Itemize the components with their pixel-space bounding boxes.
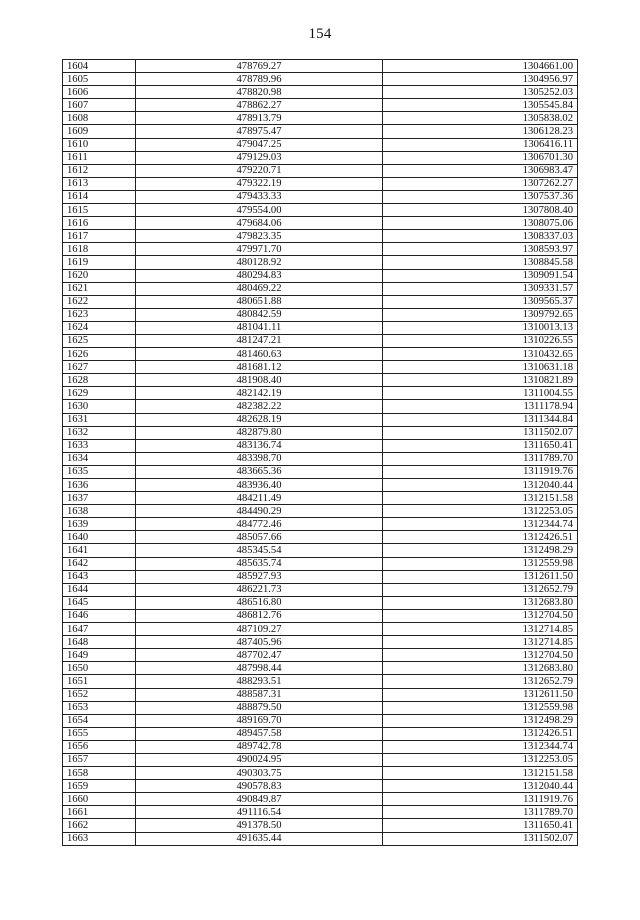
x-coordinate-cell: 479047.25	[136, 138, 383, 151]
y-coordinate-cell: 1312704.50	[383, 649, 578, 662]
y-coordinate-cell: 1312426.51	[383, 727, 578, 740]
table-row	[63, 217, 578, 230]
x-coordinate-cell: 483665.36	[136, 465, 383, 478]
x-coordinate-cell: 479823.35	[136, 230, 383, 243]
table-row	[63, 452, 578, 465]
x-coordinate-cell: 479322.19	[136, 177, 383, 190]
point-number-cell: 1650	[63, 662, 136, 675]
y-coordinate-cell: 1312040.44	[383, 479, 578, 492]
y-coordinate-cell: 1310821.89	[383, 374, 578, 387]
table-row	[63, 230, 578, 243]
table-row	[63, 243, 578, 256]
table-row	[63, 348, 578, 361]
x-coordinate-cell: 483136.74	[136, 439, 383, 452]
point-number-cell: 1660	[63, 793, 136, 806]
point-number-cell: 1625	[63, 334, 136, 347]
table-row	[63, 636, 578, 649]
x-coordinate-cell: 488879.50	[136, 701, 383, 714]
point-number-cell: 1613	[63, 177, 136, 190]
table-row	[63, 819, 578, 832]
y-coordinate-cell: 1309331.57	[383, 282, 578, 295]
table-row	[63, 374, 578, 387]
x-coordinate-cell: 479433.33	[136, 190, 383, 203]
point-number-cell: 1661	[63, 806, 136, 819]
point-number-cell: 1608	[63, 112, 136, 125]
x-coordinate-cell: 484490.29	[136, 505, 383, 518]
point-number-cell: 1614	[63, 190, 136, 203]
y-coordinate-cell: 1311650.41	[383, 819, 578, 832]
x-coordinate-cell: 481681.12	[136, 361, 383, 374]
point-number-cell: 1615	[63, 204, 136, 217]
table-row	[63, 649, 578, 662]
y-coordinate-cell: 1308337.03	[383, 230, 578, 243]
point-number-cell: 1620	[63, 269, 136, 282]
point-number-cell: 1605	[63, 73, 136, 86]
table-row	[63, 688, 578, 701]
point-number-cell: 1604	[63, 60, 136, 73]
y-coordinate-cell: 1309792.65	[383, 308, 578, 321]
y-coordinate-cell: 1311178.94	[383, 400, 578, 413]
x-coordinate-cell: 482879.80	[136, 426, 383, 439]
table-row	[63, 439, 578, 452]
y-coordinate-cell: 1311004.55	[383, 387, 578, 400]
point-number-cell: 1628	[63, 374, 136, 387]
y-coordinate-cell: 1306983.47	[383, 164, 578, 177]
table-row	[63, 204, 578, 217]
table-row	[63, 426, 578, 439]
x-coordinate-cell: 491116.54	[136, 806, 383, 819]
x-coordinate-cell: 485635.74	[136, 557, 383, 570]
y-coordinate-cell: 1312498.29	[383, 714, 578, 727]
y-coordinate-cell: 1309565.37	[383, 295, 578, 308]
y-coordinate-cell: 1312040.44	[383, 780, 578, 793]
x-coordinate-cell: 479220.71	[136, 164, 383, 177]
x-coordinate-cell: 478820.98	[136, 86, 383, 99]
point-number-cell: 1612	[63, 164, 136, 177]
x-coordinate-cell: 491378.50	[136, 819, 383, 832]
y-coordinate-cell: 1308593.97	[383, 243, 578, 256]
y-coordinate-cell: 1311789.70	[383, 806, 578, 819]
table-row	[63, 623, 578, 636]
table-row	[63, 465, 578, 478]
x-coordinate-cell: 487109.27	[136, 623, 383, 636]
point-number-cell: 1645	[63, 596, 136, 609]
x-coordinate-cell: 480469.22	[136, 282, 383, 295]
point-number-cell: 1631	[63, 413, 136, 426]
point-number-cell: 1610	[63, 138, 136, 151]
point-number-cell: 1609	[63, 125, 136, 138]
x-coordinate-cell: 487998.44	[136, 662, 383, 675]
y-coordinate-cell: 1310226.55	[383, 334, 578, 347]
point-number-cell: 1616	[63, 217, 136, 230]
y-coordinate-cell: 1310432.65	[383, 348, 578, 361]
x-coordinate-cell: 481041.11	[136, 321, 383, 334]
y-coordinate-cell: 1312714.85	[383, 623, 578, 636]
table-row	[63, 531, 578, 544]
y-coordinate-cell: 1312151.58	[383, 492, 578, 505]
point-number-cell: 1618	[63, 243, 136, 256]
y-coordinate-cell: 1307537.36	[383, 190, 578, 203]
point-number-cell: 1663	[63, 832, 136, 845]
table-row	[63, 60, 578, 73]
point-number-cell: 1637	[63, 492, 136, 505]
y-coordinate-cell: 1306128.23	[383, 125, 578, 138]
y-coordinate-cell: 1305838.02	[383, 112, 578, 125]
x-coordinate-cell: 490303.75	[136, 767, 383, 780]
point-number-cell: 1659	[63, 780, 136, 793]
x-coordinate-cell: 480651.88	[136, 295, 383, 308]
point-number-cell: 1629	[63, 387, 136, 400]
y-coordinate-cell: 1311650.41	[383, 439, 578, 452]
x-coordinate-cell: 486812.76	[136, 609, 383, 622]
y-coordinate-cell: 1312253.05	[383, 753, 578, 766]
x-coordinate-cell: 478913.79	[136, 112, 383, 125]
y-coordinate-cell: 1304956.97	[383, 73, 578, 86]
point-number-cell: 1656	[63, 740, 136, 753]
table-row	[63, 99, 578, 112]
y-coordinate-cell: 1312652.79	[383, 583, 578, 596]
table-row	[63, 675, 578, 688]
y-coordinate-cell: 1312683.80	[383, 596, 578, 609]
x-coordinate-cell: 490578.83	[136, 780, 383, 793]
table-row	[63, 727, 578, 740]
table-row	[63, 557, 578, 570]
x-coordinate-cell: 489742.78	[136, 740, 383, 753]
table-row	[63, 138, 578, 151]
x-coordinate-cell: 487702.47	[136, 649, 383, 662]
point-number-cell: 1624	[63, 321, 136, 334]
x-coordinate-cell: 483936.40	[136, 479, 383, 492]
x-coordinate-cell: 491635.44	[136, 832, 383, 845]
point-number-cell: 1636	[63, 479, 136, 492]
point-number-cell: 1647	[63, 623, 136, 636]
table-row	[63, 125, 578, 138]
point-number-cell: 1651	[63, 675, 136, 688]
point-number-cell: 1626	[63, 348, 136, 361]
table-row	[63, 780, 578, 793]
table-row	[63, 544, 578, 557]
y-coordinate-cell: 1312704.50	[383, 609, 578, 622]
y-coordinate-cell: 1304661.00	[383, 60, 578, 73]
y-coordinate-cell: 1312683.80	[383, 662, 578, 675]
point-number-cell: 1657	[63, 753, 136, 766]
table-row	[63, 832, 578, 845]
table-row	[63, 177, 578, 190]
x-coordinate-cell: 482142.19	[136, 387, 383, 400]
table-row	[63, 793, 578, 806]
table-row	[63, 570, 578, 583]
x-coordinate-cell: 490849.87	[136, 793, 383, 806]
x-coordinate-cell: 485345.54	[136, 544, 383, 557]
table-row	[63, 753, 578, 766]
y-coordinate-cell: 1311919.76	[383, 465, 578, 478]
table-row	[63, 295, 578, 308]
x-coordinate-cell: 489457.58	[136, 727, 383, 740]
x-coordinate-cell: 487405.96	[136, 636, 383, 649]
table-row	[63, 321, 578, 334]
x-coordinate-cell: 490024.95	[136, 753, 383, 766]
point-number-cell: 1611	[63, 151, 136, 164]
x-coordinate-cell: 479129.03	[136, 151, 383, 164]
y-coordinate-cell: 1305252.03	[383, 86, 578, 99]
x-coordinate-cell: 481247.21	[136, 334, 383, 347]
table-row	[63, 505, 578, 518]
table-row	[63, 190, 578, 203]
table-row	[63, 609, 578, 622]
point-number-cell: 1662	[63, 819, 136, 832]
y-coordinate-cell: 1309091.54	[383, 269, 578, 282]
page-number: 154	[308, 26, 332, 42]
table-row	[63, 308, 578, 321]
table-row	[63, 479, 578, 492]
point-number-cell: 1639	[63, 518, 136, 531]
y-coordinate-cell: 1312344.74	[383, 740, 578, 753]
y-coordinate-cell: 1307808.40	[383, 204, 578, 217]
y-coordinate-cell: 1312426.51	[383, 531, 578, 544]
x-coordinate-cell: 481460.63	[136, 348, 383, 361]
point-number-cell: 1655	[63, 727, 136, 740]
point-number-cell: 1627	[63, 361, 136, 374]
point-number-cell: 1642	[63, 557, 136, 570]
point-number-cell: 1621	[63, 282, 136, 295]
x-coordinate-cell: 479554.00	[136, 204, 383, 217]
x-coordinate-cell: 482382.22	[136, 400, 383, 413]
point-number-cell: 1635	[63, 465, 136, 478]
table-row	[63, 361, 578, 374]
x-coordinate-cell: 484211.49	[136, 492, 383, 505]
point-number-cell: 1653	[63, 701, 136, 714]
x-coordinate-cell: 482628.19	[136, 413, 383, 426]
point-number-cell: 1606	[63, 86, 136, 99]
table-row	[63, 714, 578, 727]
point-number-cell: 1648	[63, 636, 136, 649]
table-row	[63, 282, 578, 295]
y-coordinate-cell: 1308845.58	[383, 256, 578, 269]
point-number-cell: 1646	[63, 609, 136, 622]
y-coordinate-cell: 1312253.05	[383, 505, 578, 518]
table-row	[63, 164, 578, 177]
y-coordinate-cell: 1311344.84	[383, 413, 578, 426]
point-number-cell: 1643	[63, 570, 136, 583]
point-number-cell: 1623	[63, 308, 136, 321]
table-row	[63, 413, 578, 426]
x-coordinate-cell: 488587.31	[136, 688, 383, 701]
y-coordinate-cell: 1310013.13	[383, 321, 578, 334]
y-coordinate-cell: 1306701.30	[383, 151, 578, 164]
x-coordinate-cell: 488293.51	[136, 675, 383, 688]
y-coordinate-cell: 1312151.58	[383, 767, 578, 780]
table-row	[63, 387, 578, 400]
table-row	[63, 518, 578, 531]
x-coordinate-cell: 478975.47	[136, 125, 383, 138]
x-coordinate-cell: 478862.27	[136, 99, 383, 112]
point-number-cell: 1617	[63, 230, 136, 243]
point-number-cell: 1633	[63, 439, 136, 452]
point-number-cell: 1641	[63, 544, 136, 557]
x-coordinate-cell: 489169.70	[136, 714, 383, 727]
y-coordinate-cell: 1312652.79	[383, 675, 578, 688]
point-number-cell: 1630	[63, 400, 136, 413]
point-number-cell: 1658	[63, 767, 136, 780]
x-coordinate-cell: 485927.93	[136, 570, 383, 583]
x-coordinate-cell: 478789.96	[136, 73, 383, 86]
table-row	[63, 596, 578, 609]
y-coordinate-cell: 1307262.27	[383, 177, 578, 190]
y-coordinate-cell: 1312714.85	[383, 636, 578, 649]
point-number-cell: 1649	[63, 649, 136, 662]
y-coordinate-cell: 1310631.18	[383, 361, 578, 374]
point-number-cell: 1619	[63, 256, 136, 269]
table-row	[63, 86, 578, 99]
table-row	[63, 151, 578, 164]
y-coordinate-cell: 1312559.98	[383, 557, 578, 570]
table-row	[63, 269, 578, 282]
y-coordinate-cell: 1311502.07	[383, 426, 578, 439]
table-body	[63, 60, 578, 846]
point-number-cell: 1638	[63, 505, 136, 518]
table-row	[63, 740, 578, 753]
x-coordinate-cell: 479971.70	[136, 243, 383, 256]
y-coordinate-cell: 1305545.84	[383, 99, 578, 112]
table-row	[63, 73, 578, 86]
table-row	[63, 583, 578, 596]
point-number-cell: 1644	[63, 583, 136, 596]
table-row	[63, 256, 578, 269]
x-coordinate-cell: 485057.66	[136, 531, 383, 544]
x-coordinate-cell: 478769.27	[136, 60, 383, 73]
table-row	[63, 662, 578, 675]
coordinates-table	[62, 59, 578, 846]
x-coordinate-cell: 480294.83	[136, 269, 383, 282]
y-coordinate-cell: 1308075.06	[383, 217, 578, 230]
table-row	[63, 806, 578, 819]
x-coordinate-cell: 486221.73	[136, 583, 383, 596]
x-coordinate-cell: 479684.06	[136, 217, 383, 230]
x-coordinate-cell: 481908.40	[136, 374, 383, 387]
point-number-cell: 1634	[63, 452, 136, 465]
x-coordinate-cell: 480842.59	[136, 308, 383, 321]
y-coordinate-cell: 1312344.74	[383, 518, 578, 531]
point-number-cell: 1640	[63, 531, 136, 544]
table-row	[63, 767, 578, 780]
y-coordinate-cell: 1312559.98	[383, 701, 578, 714]
point-number-cell: 1607	[63, 99, 136, 112]
table-row	[63, 492, 578, 505]
x-coordinate-cell: 486516.80	[136, 596, 383, 609]
x-coordinate-cell: 483398.70	[136, 452, 383, 465]
y-coordinate-cell: 1312611.50	[383, 688, 578, 701]
point-number-cell: 1622	[63, 295, 136, 308]
x-coordinate-cell: 484772.46	[136, 518, 383, 531]
table-row	[63, 334, 578, 347]
y-coordinate-cell: 1311502.07	[383, 832, 578, 845]
table-row	[63, 400, 578, 413]
x-coordinate-cell: 480128.92	[136, 256, 383, 269]
y-coordinate-cell: 1311919.76	[383, 793, 578, 806]
table-row	[63, 112, 578, 125]
point-number-cell: 1654	[63, 714, 136, 727]
y-coordinate-cell: 1306416.11	[383, 138, 578, 151]
y-coordinate-cell: 1312498.29	[383, 544, 578, 557]
point-number-cell: 1652	[63, 688, 136, 701]
y-coordinate-cell: 1311789.70	[383, 452, 578, 465]
y-coordinate-cell: 1312611.50	[383, 570, 578, 583]
point-number-cell: 1632	[63, 426, 136, 439]
table-row	[63, 701, 578, 714]
